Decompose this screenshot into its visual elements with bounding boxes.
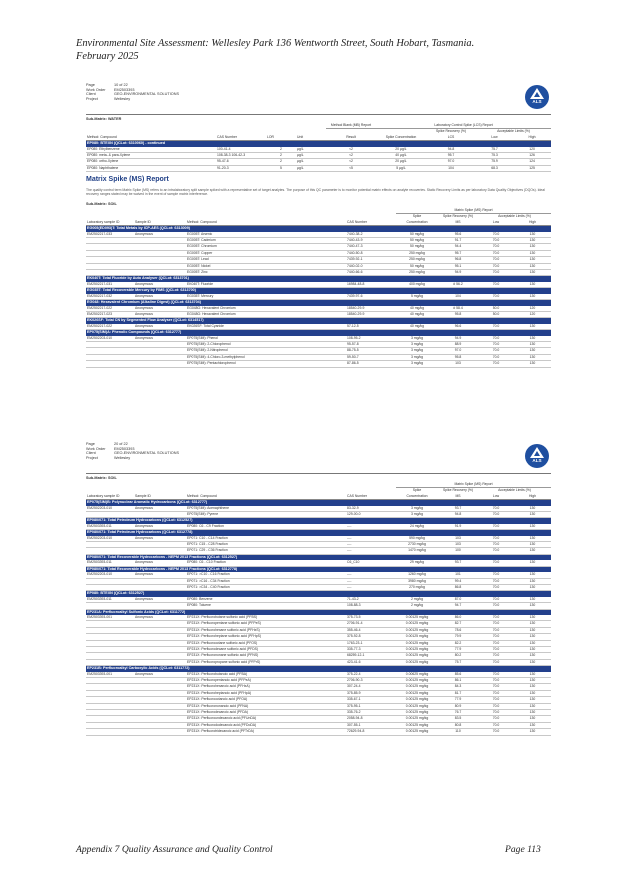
- table-row: EP080: Toluene 108-88-3 2 mg/kg 94.7 70.0 130: [86, 603, 551, 609]
- page-header: [76, 38, 556, 63]
- table-row: EM2502217-022 Anonymous EK026SF: Total Cyanide 57-12-5 40 mg/kg 96.6 70.0 130: [86, 324, 551, 330]
- qc-lot-band: EG005(ED093)T: Total Metals by ICP-AES (QCLot: 6313009): [86, 226, 551, 232]
- table-row: EP231X: Perfluoroundecanoic acid (PFUnDA) 2058-94-8 0.00125 mg/kg 83.5 70.0 130: [86, 716, 551, 722]
- table-row: EG005T: Cadmium 7440-43-9 50 mg/kg 91.7 70.0 130: [86, 238, 551, 244]
- table-row: EM2502203-010 Anonymous EP075(SIM): Phenol 108-95-2 3 mg/kg 94.9 70.0 130: [86, 336, 551, 342]
- table-row: EM2502217-033 Anonymous EG005T: Arsenic 7440-38-2 50 mg/kg 95.6 70.0 130: [86, 232, 551, 238]
- meta-row: Client GEO-ENVIRONMENTAL SOLUTIONS: [86, 92, 179, 97]
- table-row: EP075(SIM): Pentachlorophenol 87-86-5 3 mg/kg 103 70.0 130: [86, 361, 551, 367]
- qc-lot-band: EK026SF: Total CN by Segmented Flow Analyser (QCLot: 6314517): [86, 318, 551, 324]
- table-row: EP231X: Perfluorooctane sulfonic acid (PFOS) 1763-23-1 0.00125 mg/kg 82.2 70.0 130: [86, 640, 551, 646]
- footer-appendix-label: Appendix 7 Quality Assurance and Quality Control: [76, 844, 273, 855]
- table-row: EP080: Naphthalene 91-20-3 5 µg/L <5 5 µg/L 104 68.3 125: [86, 165, 551, 171]
- qc-lot-band: EP231B: Perfluoroalkyl Carboxylic Acids (QCLot: 6311772): [86, 666, 551, 672]
- table-row: EM2502217-032 Anonymous EG035T: Mercury 7439-97-6 5 mg/kg 104 70.0 130: [86, 294, 551, 300]
- qc-lot-band: EP080/071: Total Recoverable Hydrocarbons - NEPM 2013 Fractions (QCLot: 6312778): [86, 566, 551, 572]
- table-row: EP075(SIM): 2-Nitrophenol 88-75-5 3 mg/kg 97.0 70.0 130: [86, 348, 551, 354]
- section-title: Matrix Spike (MS) Report: [86, 176, 169, 183]
- qc-lot-band: EG035T: Total Recoverable Mercury by FIMS (QCLot: 6313700): [86, 288, 551, 294]
- meta-row: Project Wellesley: [86, 455, 131, 460]
- als-logo-icon: ALS: [525, 85, 549, 109]
- sheet-meta: [86, 83, 179, 101]
- matrix-spike-table: Matrix Spike (MS) Report Spike Spike Recovery (%) Acceptable Limits (%) Laboratory sample ID Sample ID Method: Compound CAS Number Concentration MS Low High EP075(SIM)B: Polynuclear Aromatic Hydrocarbons (QCLot: 6312777) EM2502203-010 Anonymous EP075(SIM): Acenaphthene 83-32-9 3 mg/kg 93.7 70.0 130 EP075(SIM): Pyrene 129-00-0 3 mg/kg 94.8 70.0 130 EP080/071: Total Petroleum Hydrocarbons (QCLot: 6312527) EM2503393-011 Anonymous EP080: C6 - C9 Fraction ---- 24 mg/kg 91.9 70.0 130 EP080/071: Total Petroleum Hydrocarbons (QCLot: 6312778) EM2502203-010 Anonymous EP071: C10 - C14 Fraction ---- 590 mg/kg 103 70.0 130 EP071: C15 - C28 Fraction ---- 2730 mg/kg 103 70.0 130 EP071: C29 - C36 Fraction ---- 1470 mg/kg 100 70.0 130 EP080/071: Total Recoverable Hydrocarbons - NEPM 2013 Fractions (QCLot: 6312527) EM2503393-011 Anonymous EP080: C6 - C10 Fraction C6_C10 29 mg/kg 93.7 70.0 130 EP080/071: Total Recoverable Hydrocarbons - NEPM 2013 Fractions (QCLot: 6312778) EM2502203-010 Anonymous EP071: >C10 - C16 Fraction ---- 1260 mg/kg 101 70.0 130 EP071: >C16 - C34 Fraction ---- 3980 mg/kg 99.4 70.0 130 EP071: >C34 - C40 Fraction ---- 270 mg/kg 86.8 70.0 130 EP080: BTEXN (QCLot: 6312527) EM2503393-011 Anonymous EP080: Benzene 71-43-2 2 mg/kg 87.0 70.0 130 EP080: Toluene 108-88-3 2 mg/kg 94.7 70.0 130 EP231A: Perfluoroalkyl Sulfonic Acids (QCLot: 6311772) EM2503393-001 Anonymous EP231X: Perfluorobutane sulfonic acid (PFBS) 375-73-5 0.00125 mg/kg 86.0 70.0 130 EP231X: Perfluoropentane sulfonic acid (PFPeS) 2706-91-4 0.00125 mg/kg 82.7 70.0 130 EP231X: Perfluorohexane sulfonic acid (PFHxS) 355-46-4 0.00125 mg/kg 78.6 70.0 130 EP231X: Perfluoroheptane sulfonic acid (PFHpS) 375-92-8 0.00125 mg/kg 79.9 70.0 130 EP231X: Perfluorooctane sulfonic acid (PFOS) 1763-23-1 0.00125 mg/kg 82.2 70.0 130 EP231X: Perfluorodecane sulfonic acid (PFDS) 335-77-3 0.00125 mg/kg 77.9 70.0 130 EP231X: Perfluorononane sulfonic acid (PFNS) 68259-12-1 0.00125 mg/kg 80.2 70.0 130 EP231X: Perfluoropropane sulfonic acid (PFPrS) 423-41-6 0.00125 mg/kg 75.7 70.0 130 EP231B: Perfluoroalkyl Carboxylic Acids (QCLot: 6311772) EM2503393-001 Anonymous EP231X: Perfluorobutanoic acid (PFBA) 375-22-4 0.00625 mg/kg 85.6 70.0 130 EP231X: Perfluoropentanoic acid (PFPeA) 2706-90-3 0.00125 mg/kg 86.1 70.0 130 EP231X: Perfluorohexanoic acid (PFHxA) 307-24-4 0.00125 mg/kg 84.3 70.0 130 EP231X: Perfluoroheptanoic acid (PFHpA) 375-85-9 0.00125 mg/kg 81.7 70.0 130 EP231X: Perfluorooctanoic acid (PFOA) 335-67-1 0.00125 mg/kg 77.9 70.0 130 EP231X: Perfluorononanoic acid (PFNA) 375-95-1 0.00125 mg/kg 80.9 70.0 130 EP231X: Perfluorodecanoic acid (PFDA) 335-76-2 0.00125 mg/kg 76.7 70.0 130 EP231X: Perfluoroundecanoic acid (PFUnDA) 2058-94-8 0.00125 mg/kg 83.5 70.0 130 EP231X: Perfluorododecanoic acid (PFDoDA) 307-55-1 0.00125 mg/kg 80.8 70.0 130 EP231X: Perfluorotridecanoic acid (PFTrDA) 72629-94-8 0.00125 mg/kg 110 70.0 130: [86, 482, 551, 736]
- table-row: EM2503393-001 Anonymous EP231X: Perfluorobutane sulfonic acid (PFBS) 375-73-5 0.00125 mg/kg 86.0 70.0 130: [86, 615, 551, 621]
- qc-lot-band: EP075(SIM)B: Polynuclear Aromatic Hydrocarbons (QCLot: 6312777): [86, 500, 551, 506]
- report-date: February 2025: [76, 50, 139, 62]
- qc-lot-band: EK040T: Total Fluoride by Auto Analyser (QCLot: 6313701): [86, 276, 551, 282]
- table-row: EP071: C15 - C28 Fraction ---- 2730 mg/kg 103 70.0 130: [86, 542, 551, 548]
- table-row: EP231X: Perfluorodecane sulfonic acid (PFDS) 335-77-3 0.00125 mg/kg 77.9 70.0 130: [86, 646, 551, 652]
- table-row: EG005T: Copper 7440-50-8 250 mg/kg 95.7 70.0 130: [86, 250, 551, 256]
- table-row: EP231X: Perfluorododecanoic acid (PFDoDA) 307-55-1 0.00125 mg/kg 80.8 70.0 130: [86, 722, 551, 728]
- qc-lot-band: EP080/071: Total Petroleum Hydrocarbons (QCLot: 6312778): [86, 530, 551, 536]
- report-title: Environmental Site Assessment: Wellesley Park 136 Wentworth Street, South Hobart, Tasmania.: [76, 38, 475, 49]
- table-row: EP231X: Perfluorodecanoic acid (PFDA) 335-76-2 0.00125 mg/kg 76.7 70.0 130: [86, 710, 551, 716]
- sub-matrix-label: Sub-Matrix: SOIL: [86, 202, 117, 206]
- footer-page-number: Page 113: [505, 844, 541, 855]
- lcs-table: Method Blank (MB) Report Laboratory Control Spike (LCS) Report Spike Recovery (%) Acceptable Limits (%) Method: Compound CAS Number LOR Unit Result Spike Concentration LCS Low High EP080: BTEXN (QCLot: 6310060) - continued EP080: Ethylbenzene 100-41-4 2 µg/L <2 20 µg/L 94.8 75.7 120 EP080: meta- & para-Xylene 108-38-3 106-42-3 2 µg/L <2 40 µg/L 95.7 75.3 126 EP080: ortho-Xylene 95-47-6 2 µg/L <2 20 µg/L 97.0 75.9 124 EP080: Naphthalene 91-20-3 5 µg/L <5 5 µg/L 104 68.3 125: [86, 123, 551, 172]
- table-row: EP231X: Perfluorotridecanoic acid (PFTrDA) 72629-94-8 0.00125 mg/kg 110 70.0 130: [86, 729, 551, 735]
- table-row: EP231X: Perfluorononane sulfonic acid (PFNS) 68259-12-1 0.00125 mg/kg 80.2 70.0 130: [86, 653, 551, 659]
- table-row: EP071: >C34 - C40 Fraction ---- 270 mg/kg 86.8 70.0 130: [86, 584, 551, 590]
- meta-row: Page 10 of 22: [86, 83, 128, 87]
- qc-lot-band: EP080: BTEXN (QCLot: 6312527): [86, 591, 551, 597]
- table-row: EM2502217-031 Anonymous EK040T: Fluoride 16984-48-8 400 mg/kg # 56.2 70.0 130: [86, 282, 551, 288]
- table-row: EG005T: Chromium 7440-47-3 50 mg/kg 94.4 70.0 130: [86, 244, 551, 250]
- sub-matrix-label: Sub-Matrix: SOIL: [86, 476, 117, 480]
- als-logo-icon: ALS: [525, 444, 549, 468]
- table-row: EG005T: Zinc 7440-66-6 250 mg/kg 94.9 70.0 130: [86, 270, 551, 276]
- qc-sheet-page-10: [86, 83, 551, 433]
- qc-lot-band: EP075(SIM)A: Phenolic Compounds (QCLot: 6312777): [86, 330, 551, 336]
- table-row: EP231X: Perfluorohexanoic acid (PFHxA) 307-24-4 0.00125 mg/kg 84.3 70.0 130: [86, 684, 551, 690]
- table-row: EM2502203-010 Anonymous EP071: >C10 - C16 Fraction ---- 1260 mg/kg 101 70.0 130: [86, 572, 551, 578]
- table-row: EP231X: Perfluorohexane sulfonic acid (PFHxS) 355-46-4 0.00125 mg/kg 78.6 70.0 130: [86, 627, 551, 633]
- table-row: EP071: >C16 - C34 Fraction ---- 3980 mg/kg 99.4 70.0 130: [86, 578, 551, 584]
- meta-row: Client GEO-ENVIRONMENTAL SOLUTIONS: [86, 451, 179, 456]
- table-row: EP080: meta- & para-Xylene 108-38-3 106-42-3 2 µg/L <2 40 µg/L 95.7 75.3 126: [86, 153, 551, 159]
- table-row: EP071: C29 - C36 Fraction ---- 1470 mg/kg 100 70.0 130: [86, 548, 551, 554]
- table-row: EM2503393-011 Anonymous EP080: C6 - C10 Fraction C6_C10 29 mg/kg 93.7 70.0 130: [86, 560, 551, 566]
- table-row: EP075(SIM): 4-Chloro-3-methylphenol 59-50-7 3 mg/kg 95.8 70.0 130: [86, 354, 551, 360]
- meta-row: Work Order EM2503393: [86, 87, 135, 92]
- sub-matrix-label: Sub-Matrix: WATER: [86, 117, 122, 121]
- table-row: EP231X: Perfluoroheptane sulfonic acid (PFHpS) 375-92-8 0.00125 mg/kg 79.9 70.0 130: [86, 634, 551, 640]
- table-row: EM2502217-023 Anonymous EG048G: Hexavalent Chromium 18540-29-9 40 mg/kg 95.8 50.0 120: [86, 311, 551, 317]
- table-row: EP080: ortho-Xylene 95-47-6 2 µg/L <2 20 µg/L 97.0 75.9 124: [86, 159, 551, 165]
- table-row: EG005T: Lead 7439-92-1 250 mg/kg 96.8 70.0 130: [86, 257, 551, 263]
- table-row: EP231X: Perfluorononanoic acid (PFNA) 375-95-1 0.00125 mg/kg 80.9 70.0 130: [86, 703, 551, 709]
- meta-row: Project Wellesley: [86, 96, 131, 101]
- table-row: EP075(SIM): Pyrene 129-00-0 3 mg/kg 94.8 70.0 130: [86, 512, 551, 518]
- sheet-meta: [86, 442, 179, 460]
- meta-row: Page 20 of 22: [86, 442, 128, 446]
- meta-row: Work Order EM2503393: [86, 446, 135, 451]
- qc-lot-band: EP080/071: Total Recoverable Hydrocarbons - NEPM 2013 Fractions (QCLot: 6312527): [86, 554, 551, 560]
- table-row: EP231X: Perfluoropentane sulfonic acid (PFPeS) 2706-91-4 0.00125 mg/kg 82.7 70.0 130: [86, 621, 551, 627]
- table-row: EP075(SIM): 2-Chlorophenol 95-57-8 3 mg/kg 88.9 70.0 130: [86, 341, 551, 347]
- qc-lot-band: EP080/071: Total Petroleum Hydrocarbons (QCLot: 6312527): [86, 518, 551, 524]
- table-row: EP231X: Perfluoroheptanoic acid (PFHpA) 375-85-9 0.00125 mg/kg 81.7 70.0 130: [86, 690, 551, 696]
- table-row: EP231X: Perfluoropentanoic acid (PFPeA) 2706-90-3 0.00125 mg/kg 86.1 70.0 130: [86, 678, 551, 684]
- table-row: EG005T: Nickel 7440-02-0 50 mg/kg 95.1 70.0 130: [86, 263, 551, 269]
- table-row: EM2502203-010 Anonymous EP071: C10 - C14 Fraction ---- 590 mg/kg 103 70.0 130: [86, 536, 551, 542]
- table-row: EP080: Ethylbenzene 100-41-4 2 µg/L <2 20 µg/L 94.8 75.7 120: [86, 147, 551, 153]
- table-row: EM2503393-001 Anonymous EP231X: Perfluorobutanoic acid (PFBA) 375-22-4 0.00625 mg/kg 85.6 70.0 130: [86, 672, 551, 678]
- table-row: EM2502217-022 Anonymous EG048G: Hexavalent Chromium 18540-29-9 40 mg/kg # 58.4 50.0 120: [86, 306, 551, 312]
- qc-lot-band: EP080: BTEXN (QCLot: 6310060) - continued: [86, 141, 551, 147]
- section-description: The quality control term Matrix Spike (MS) refers to an intralaboratory split sample spiked with a representative set of target analytes. The purpose of this QC parameter is to monitor potential matrix effects on analyte recoveries. Static Recovery Limits as per laboratory Data Quality Objectives (DQOs). Ideal recovery ranges stated may be waived in the event of sample matrix interference.: [86, 188, 545, 197]
- table-row: EP231X: Perfluorooctanoic acid (PFOA) 335-67-1 0.00125 mg/kg 77.9 70.0 130: [86, 697, 551, 703]
- table-row: EP231X: Perfluoropropane sulfonic acid (PFPrS) 423-41-6 0.00125 mg/kg 75.7 70.0 130: [86, 659, 551, 665]
- table-row: EM2503393-011 Anonymous EP080: Benzene 71-43-2 2 mg/kg 87.0 70.0 130: [86, 597, 551, 603]
- table-row: EM2502203-010 Anonymous EP075(SIM): Acenaphthene 83-32-9 3 mg/kg 93.7 70.0 130: [86, 506, 551, 512]
- qc-lot-band: EG048: Hexavalent Chromium (Alkaline Digest) (QCLot: 6313704): [86, 300, 551, 306]
- matrix-spike-table: Matrix Spike (MS) Report Spike Spike Recovery (%) Acceptable Limits (%) Laboratory sample ID Sample ID Method: Compound CAS Number Concentration MS Low High EG005(ED093)T: Total Metals by ICP-AES (QCLot: 6313009) EM2502217-033 Anonymous EG005T: Arsenic 7440-38-2 50 mg/kg 95.6 70.0 130 EG005T: Cadmium 7440-43-9 50 mg/kg 91.7 70.0 130 EG005T: Chromium 7440-47-3 50 mg/kg 94.4 70.0 130 EG005T: Copper 7440-50-8 250 mg/kg 95.7 70.0 130 EG005T: Lead 7439-92-1 250 mg/kg 96.8 70.0 130 EG005T: Nickel 7440-02-0 50 mg/kg 95.1 70.0 130 EG005T: Zinc 7440-66-6 250 mg/kg 94.9 70.0 130 EK040T: Total Fluoride by Auto Analyser (QCLot: 6313701) EM2502217-031 Anonymous EK040T: Fluoride 16984-48-8 400 mg/kg # 56.2 70.0 130 EG035T: Total Recoverable Mercury by FIMS (QCLot: 6313700) EM2502217-032 Anonymous EG035T: Mercury 7439-97-6 5 mg/kg 104 70.0 130 EG048: Hexavalent Chromium (Alkaline Digest) (QCLot: 6313704) EM2502217-022 Anonymous EG048G: Hexavalent Chromium 18540-29-9 40 mg/kg # 58.4 50.0 120 EM2502217-023 Anonymous EG048G: Hexavalent Chromium 18540-29-9 40 mg/kg 95.8 50.0 120 EK026SF: Total CN by Segmented Flow Analyser (QCLot: 6314517) EM2502217-022 Anonymous EK026SF: Total Cyanide 57-12-5 40 mg/kg 96.6 70.0 130 EP075(SIM)A: Phenolic Compounds (QCLot: 6312777) EM2502203-010 Anonymous EP075(SIM): Phenol 108-95-2 3 mg/kg 94.9 70.0 130 EP075(SIM): 2-Chlorophenol 95-57-8 3 mg/kg 88.9 70.0 130 EP075(SIM): 2-Nitrophenol 88-75-5 3 mg/kg 97.0 70.0 130 EP075(SIM): 4-Chloro-3-methylphenol 59-50-7 3 mg/kg 95.8 70.0 130 EP075(SIM): Pentachlorophenol 87-86-5 3 mg/kg 103 70.0 130: [86, 208, 551, 368]
- qc-lot-band: EP231A: Perfluoroalkyl Sulfonic Acids (QCLot: 6311772): [86, 609, 551, 615]
- qc-sheet-page-20: [86, 442, 551, 837]
- table-row: EM2503393-011 Anonymous EP080: C6 - C9 Fraction ---- 24 mg/kg 91.9 70.0 130: [86, 524, 551, 530]
